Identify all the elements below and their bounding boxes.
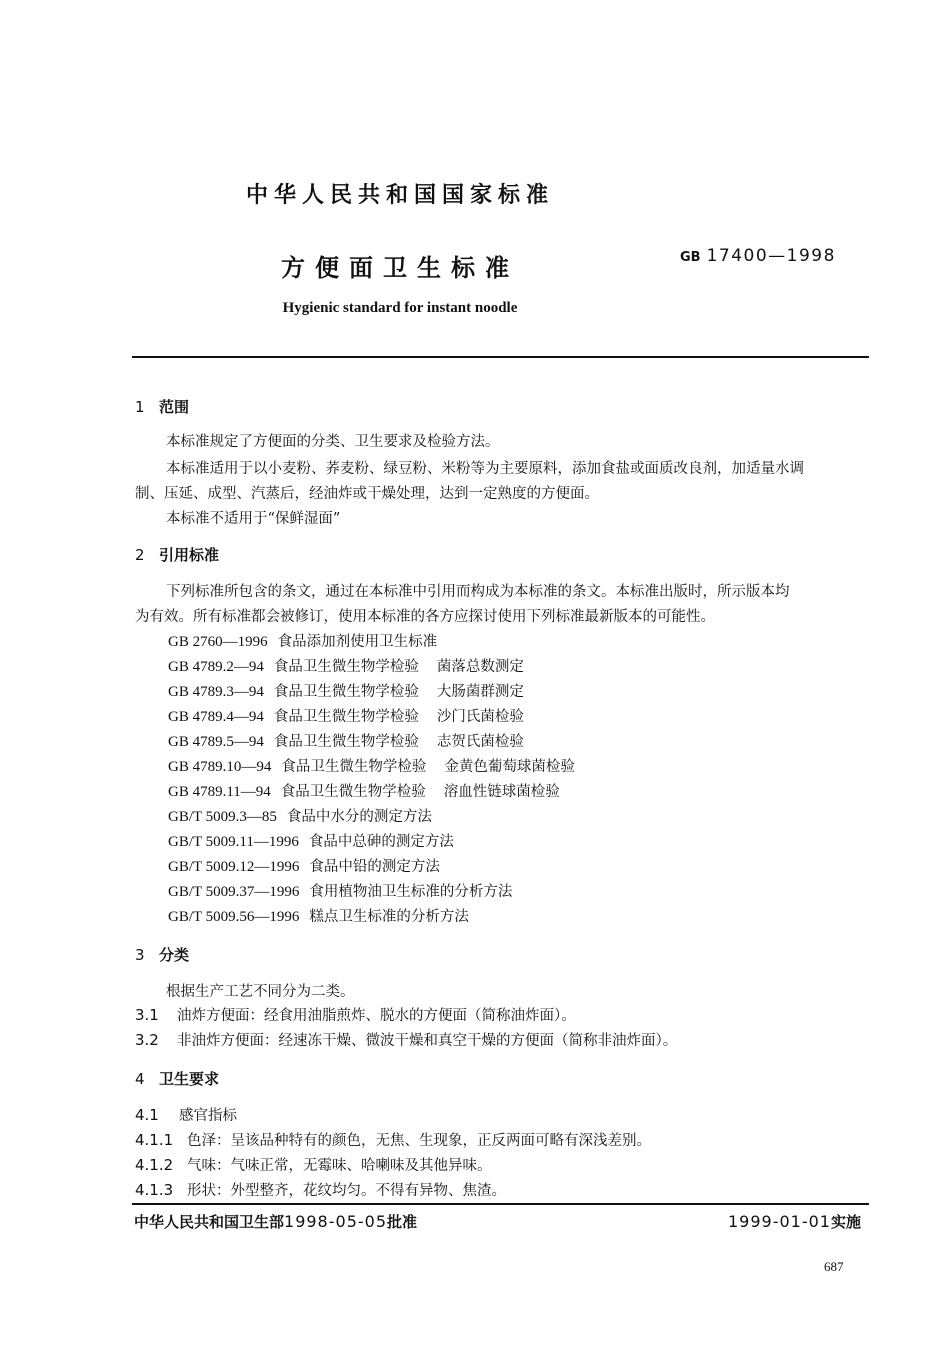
reference-item: GB 4789.10—94 食品卫生微生物学检验 金黄色葡萄球菌检验 (168, 759, 575, 775)
standard-number (680, 246, 836, 266)
reference-item: GB/T 5009.11—1996 食品中总砷的测定方法 (168, 834, 454, 850)
document-title: 方便面卫生标准 (281, 254, 519, 282)
section-1-para-2a: 本标准适用于以小麦粉、荞麦粉、绿豆粉、米粉等为主要原料，添加食盐或面质改良剂，加适量水调 (166, 461, 804, 477)
reference-item: GB 4789.2—94 食品卫生微生物学检验 菌落总数测定 (168, 659, 524, 675)
reference-item: GB 2760—1996 食品添加剂使用卫生标准 (168, 634, 438, 650)
approval-line: 中华人民共和国卫生部1998-05-05批准 (134, 1212, 418, 1231)
section-4-heading: 4 卫生要求 (135, 1070, 220, 1088)
section-1-para-1: 本标准规定了方便面的分类、卫生要求及检验方法。 (166, 434, 500, 450)
reference-item: GB/T 5009.56—1996 糕点卫生标准的分析方法 (168, 909, 469, 925)
reference-item: GB/T 5009.12—1996 食品中铅的测定方法 (168, 859, 440, 875)
clause-4-1-1: 4.1.1 色泽：呈该品种特有的颜色，无焦、生现象，正反两面可略有深浅差别。 (135, 1131, 651, 1149)
section-1-heading: 1 范围 (135, 398, 190, 416)
section-2-para-1b: 为有效。所有标准都会被修订，使用本标准的各方应探讨使用下列标准最新版本的可能性。 (135, 609, 715, 625)
clause-3-1: 3.1 油炸方便面：经食用油脂煎炸、脱水的方便面（简称油炸面）。 (135, 1006, 576, 1024)
reference-item: GB 4789.11—94 食品卫生微生物学检验 溶血性链球菌检验 (168, 784, 560, 800)
implementation-line: 1999-01-01实施 (728, 1212, 861, 1231)
reference-item: GB 4789.5—94 食品卫生微生物学检验 志贺氏菌检验 (168, 734, 524, 750)
reference-item: GB/T 5009.3—85 食品中水分的测定方法 (168, 809, 432, 825)
section-1-para-3: 本标准不适用于“保鲜湿面” (166, 511, 341, 527)
reference-item: GB 4789.4—94 食品卫生微生物学检验 沙门氏菌检验 (168, 709, 524, 725)
section-2-para-1a: 下列标准所包含的条文，通过在本标准中引用而构成为本标准的条文。本标准出版时，所示版本均 (166, 584, 790, 600)
header-divider (132, 356, 869, 358)
section-1-para-2b: 制、压延、成型、汽蒸后，经油炸或干燥处理，达到一定熟度的方便面。 (135, 486, 599, 502)
section-2-heading: 2 引用标准 (135, 546, 220, 564)
standard-prefix: GB (680, 250, 701, 265)
clause-4-1-2: 4.1.2 气味：气味正常，无霉味、哈喇味及其他异味。 (135, 1156, 492, 1174)
reference-item: GB/T 5009.37—1996 食用植物油卫生标准的分析方法 (168, 884, 513, 900)
clause-3-2: 3.2 非油炸方便面：经速冻干燥、微波干燥和真空干燥的方便面（简称非油炸面）。 (135, 1031, 678, 1049)
clause-4-1: 4.1 感官指标 (135, 1106, 237, 1124)
reference-item: GB 4789.3—94 食品卫生微生物学检验 大肠菌群测定 (168, 684, 524, 700)
section-3-heading: 3 分类 (135, 946, 190, 964)
clause-4-1-3: 4.1.3 形状：外型整齐，花纹均匀。不得有异物、焦渣。 (135, 1181, 506, 1199)
page-number: 687 (824, 1259, 844, 1274)
footer-divider (132, 1203, 869, 1205)
standard-code: 17400—1998 (706, 246, 836, 266)
english-title: Hygienic standard for instant noodle (282, 300, 518, 316)
issuing-body-title: 中华人民共和国国家标准 (245, 183, 554, 208)
section-3-para-1: 根据生产工艺不同分为二类。 (166, 984, 355, 1000)
